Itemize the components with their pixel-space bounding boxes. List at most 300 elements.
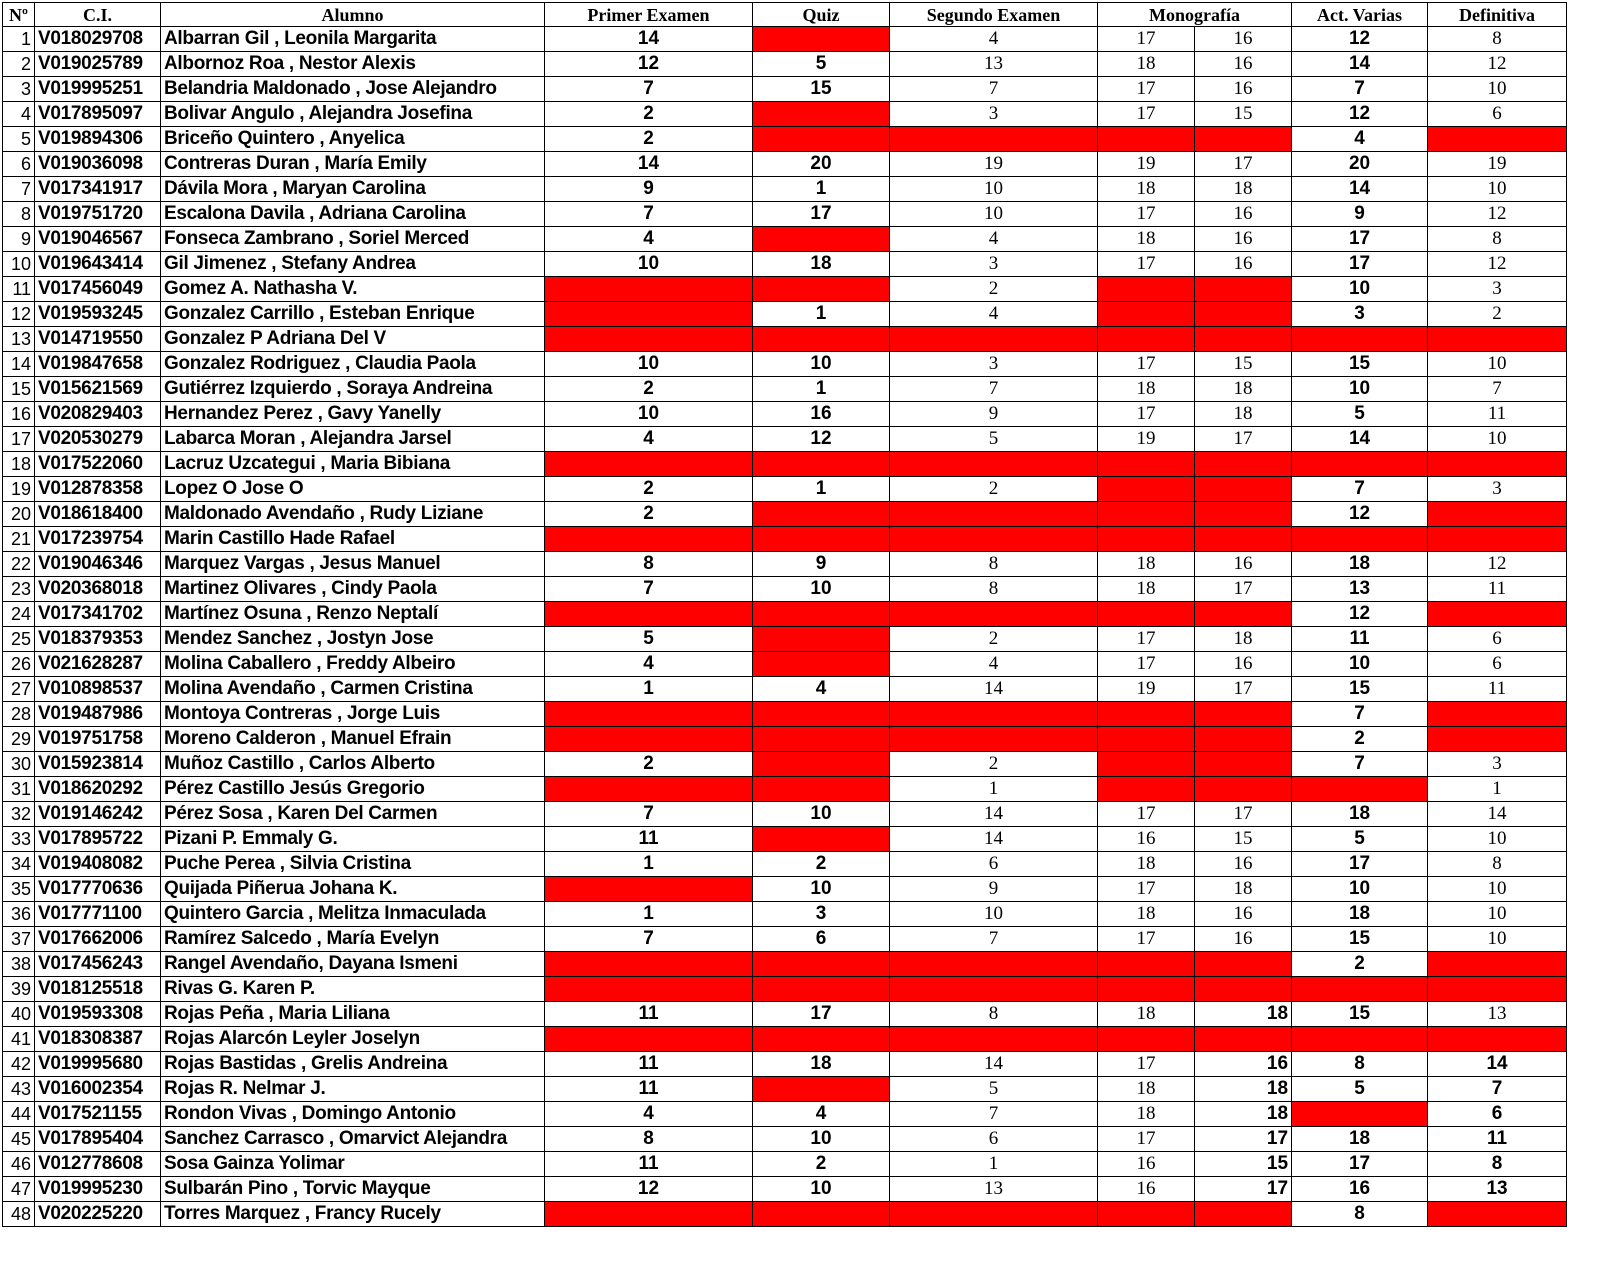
monografia-grade-2 <box>1195 727 1292 752</box>
student-name: Martinez Olivares , Cindy Paola <box>161 577 545 602</box>
ci-cell: V015923814 <box>35 752 161 777</box>
exam2-grade: 19 <box>890 152 1098 177</box>
row-number: 24 <box>3 602 35 627</box>
ci-cell: V019995230 <box>35 1177 161 1202</box>
header-monografia: Monografía <box>1098 3 1292 27</box>
ci-cell: V012878358 <box>35 477 161 502</box>
definitiva-grade: 6 <box>1428 102 1567 127</box>
definitiva-grade: 11 <box>1428 577 1567 602</box>
table-row <box>3 977 1567 1002</box>
row-number: 5 <box>3 127 35 152</box>
ci-cell: V019894306 <box>35 127 161 152</box>
exam1-grade: 2 <box>545 752 753 777</box>
exam1-grade: 7 <box>545 77 753 102</box>
exam1-grade <box>545 702 753 727</box>
student-name: Rangel Avendaño, Dayana Ismeni <box>161 952 545 977</box>
definitiva-grade: 14 <box>1428 1052 1567 1077</box>
student-name: Escalona Davila , Adriana Carolina <box>161 202 545 227</box>
exam1-grade <box>545 777 753 802</box>
table-row <box>3 677 1567 702</box>
student-name: Marquez Vargas , Jesus Manuel <box>161 552 545 577</box>
act-varias-grade: 13 <box>1292 577 1428 602</box>
exam1-grade: 4 <box>545 227 753 252</box>
table-row <box>3 1152 1567 1177</box>
act-varias-grade: 16 <box>1292 1177 1428 1202</box>
exam1-grade: 7 <box>545 577 753 602</box>
table-row <box>3 752 1567 777</box>
ci-cell: V017456243 <box>35 952 161 977</box>
student-name: Molina Caballero , Freddy Albeiro <box>161 652 545 677</box>
row-number: 20 <box>3 502 35 527</box>
monografia-grade-2: 17 <box>1195 577 1292 602</box>
definitiva-grade: 10 <box>1428 177 1567 202</box>
monografia-grade-1: 19 <box>1098 677 1195 702</box>
student-name: Torres Marquez , Francy Rucely <box>161 1202 545 1227</box>
row-number: 9 <box>3 227 35 252</box>
ci-cell: V017895722 <box>35 827 161 852</box>
ci-cell: V017239754 <box>35 527 161 552</box>
exam1-grade: 10 <box>545 402 753 427</box>
ci-cell: V019036098 <box>35 152 161 177</box>
quiz-grade: 3 <box>753 902 890 927</box>
quiz-grade <box>753 727 890 752</box>
monografia-grade-1: 17 <box>1098 77 1195 102</box>
monografia-grade-1 <box>1098 127 1195 152</box>
exam2-grade <box>890 727 1098 752</box>
act-varias-grade: 20 <box>1292 152 1428 177</box>
monografia-grade-2: 15 <box>1195 102 1292 127</box>
act-varias-grade: 18 <box>1292 802 1428 827</box>
exam2-grade: 9 <box>890 877 1098 902</box>
act-varias-grade: 4 <box>1292 127 1428 152</box>
exam2-grade <box>890 502 1098 527</box>
definitiva-grade: 12 <box>1428 52 1567 77</box>
student-name: Rojas R. Nelmar J. <box>161 1077 545 1102</box>
student-name: Albarran Gil , Leonila Margarita <box>161 27 545 52</box>
ci-cell: V017521155 <box>35 1102 161 1127</box>
monografia-grade-1: 17 <box>1098 802 1195 827</box>
act-varias-grade: 2 <box>1292 727 1428 752</box>
act-varias-grade <box>1292 777 1428 802</box>
definitiva-grade: 2 <box>1428 302 1567 327</box>
header-definitiva: Definitiva <box>1428 3 1567 27</box>
quiz-grade <box>753 777 890 802</box>
act-varias-grade <box>1292 1102 1428 1127</box>
quiz-grade <box>753 752 890 777</box>
quiz-grade: 18 <box>753 1052 890 1077</box>
table-row <box>3 852 1567 877</box>
monografia-grade-1: 18 <box>1098 552 1195 577</box>
act-varias-grade: 5 <box>1292 827 1428 852</box>
definitiva-grade <box>1428 952 1567 977</box>
table-row <box>3 202 1567 227</box>
definitiva-grade <box>1428 1027 1567 1052</box>
monografia-grade-2: 18 <box>1195 877 1292 902</box>
row-number: 48 <box>3 1202 35 1227</box>
quiz-grade: 10 <box>753 877 890 902</box>
student-name: Rojas Alarcón Leyler Joselyn <box>161 1027 545 1052</box>
quiz-grade: 5 <box>753 52 890 77</box>
quiz-grade <box>753 977 890 1002</box>
exam2-grade: 7 <box>890 77 1098 102</box>
monografia-grade-2: 18 <box>1195 1102 1292 1127</box>
quiz-grade <box>753 27 890 52</box>
student-name: Bolivar Angulo , Alejandra Josefina <box>161 102 545 127</box>
table-row <box>3 52 1567 77</box>
table-row <box>3 552 1567 577</box>
monografia-grade-2 <box>1195 477 1292 502</box>
table-row <box>3 77 1567 102</box>
monografia-grade-2: 15 <box>1195 1152 1292 1177</box>
monografia-grade-1 <box>1098 702 1195 727</box>
monografia-grade-1: 17 <box>1098 27 1195 52</box>
definitiva-grade: 19 <box>1428 152 1567 177</box>
exam2-grade: 3 <box>890 102 1098 127</box>
table-row <box>3 252 1567 277</box>
ci-cell: V019593245 <box>35 302 161 327</box>
row-number: 43 <box>3 1077 35 1102</box>
definitiva-grade <box>1428 602 1567 627</box>
monografia-grade-1: 17 <box>1098 927 1195 952</box>
monografia-grade-1: 17 <box>1098 102 1195 127</box>
ci-cell: V017522060 <box>35 452 161 477</box>
monografia-grade-2: 16 <box>1195 927 1292 952</box>
ci-cell: V019593308 <box>35 1002 161 1027</box>
exam1-grade: 14 <box>545 27 753 52</box>
student-name: Marin Castillo Hade Rafael <box>161 527 545 552</box>
definitiva-grade <box>1428 727 1567 752</box>
definitiva-grade: 8 <box>1428 27 1567 52</box>
ci-cell: V017895404 <box>35 1127 161 1152</box>
row-number: 8 <box>3 202 35 227</box>
table-row <box>3 1027 1567 1052</box>
definitiva-grade: 10 <box>1428 902 1567 927</box>
act-varias-grade: 14 <box>1292 177 1428 202</box>
row-number: 18 <box>3 452 35 477</box>
definitiva-grade: 11 <box>1428 677 1567 702</box>
table-row <box>3 177 1567 202</box>
act-varias-grade: 17 <box>1292 1152 1428 1177</box>
definitiva-grade <box>1428 527 1567 552</box>
exam2-grade: 10 <box>890 902 1098 927</box>
act-varias-grade: 18 <box>1292 1127 1428 1152</box>
monografia-grade-1 <box>1098 977 1195 1002</box>
monografia-grade-2: 16 <box>1195 27 1292 52</box>
quiz-grade: 2 <box>753 1152 890 1177</box>
table-row <box>3 327 1567 352</box>
student-name: Quintero Garcia , Melitza Inmaculada <box>161 902 545 927</box>
exam2-grade: 14 <box>890 827 1098 852</box>
definitiva-grade: 13 <box>1428 1177 1567 1202</box>
row-number: 4 <box>3 102 35 127</box>
quiz-grade: 17 <box>753 202 890 227</box>
student-name: Maldonado Avendaño , Rudy Liziane <box>161 502 545 527</box>
table-row <box>3 352 1567 377</box>
student-name: Sanchez Carrasco , Omarvict Alejandra <box>161 1127 545 1152</box>
definitiva-grade <box>1428 977 1567 1002</box>
exam1-grade: 2 <box>545 502 753 527</box>
ci-cell: V017662006 <box>35 927 161 952</box>
ci-cell: V019146242 <box>35 802 161 827</box>
act-varias-grade: 14 <box>1292 52 1428 77</box>
exam1-grade: 1 <box>545 902 753 927</box>
monografia-grade-2 <box>1195 527 1292 552</box>
student-name: Sulbarán Pino , Torvic Mayque <box>161 1177 545 1202</box>
row-number: 30 <box>3 752 35 777</box>
monografia-grade-1: 18 <box>1098 1102 1195 1127</box>
row-number: 11 <box>3 277 35 302</box>
ci-cell: V014719550 <box>35 327 161 352</box>
student-name: Molina Avendaño , Carmen Cristina <box>161 677 545 702</box>
monografia-grade-2: 17 <box>1195 677 1292 702</box>
ci-cell: V018308387 <box>35 1027 161 1052</box>
table-row <box>3 1127 1567 1152</box>
table-row <box>3 1077 1567 1102</box>
row-number: 40 <box>3 1002 35 1027</box>
ci-cell: V019046346 <box>35 552 161 577</box>
ci-cell: V019025789 <box>35 52 161 77</box>
table-row <box>3 477 1567 502</box>
row-number: 38 <box>3 952 35 977</box>
table-row <box>3 652 1567 677</box>
monografia-grade-1: 18 <box>1098 227 1195 252</box>
student-name: Belandria Maldonado , Jose Alejandro <box>161 77 545 102</box>
student-name: Sosa Gainza Yolimar <box>161 1152 545 1177</box>
monografia-grade-1 <box>1098 452 1195 477</box>
student-name: Gonzalez P Adriana Del V <box>161 327 545 352</box>
definitiva-grade: 6 <box>1428 652 1567 677</box>
student-name: Gonzalez Rodriguez , Claudia Paola <box>161 352 545 377</box>
student-name: Gonzalez Carrillo , Esteban Enrique <box>161 302 545 327</box>
quiz-grade: 4 <box>753 677 890 702</box>
student-name: Moreno Calderon , Manuel Efrain <box>161 727 545 752</box>
exam2-grade: 3 <box>890 252 1098 277</box>
act-varias-grade: 2 <box>1292 952 1428 977</box>
act-varias-grade: 10 <box>1292 652 1428 677</box>
table-row <box>3 402 1567 427</box>
definitiva-grade: 3 <box>1428 477 1567 502</box>
ci-cell: V018620292 <box>35 777 161 802</box>
definitiva-grade <box>1428 702 1567 727</box>
quiz-grade: 10 <box>753 352 890 377</box>
quiz-grade: 20 <box>753 152 890 177</box>
monografia-grade-2 <box>1195 302 1292 327</box>
exam2-grade: 14 <box>890 1052 1098 1077</box>
exam2-grade: 5 <box>890 427 1098 452</box>
quiz-grade <box>753 827 890 852</box>
monografia-grade-2: 18 <box>1195 377 1292 402</box>
ci-cell: V018125518 <box>35 977 161 1002</box>
exam2-grade: 8 <box>890 577 1098 602</box>
definitiva-grade: 11 <box>1428 402 1567 427</box>
row-number: 37 <box>3 927 35 952</box>
monografia-grade-1 <box>1098 777 1195 802</box>
student-name: Montoya Contreras , Jorge Luis <box>161 702 545 727</box>
exam1-grade: 10 <box>545 352 753 377</box>
exam2-grade <box>890 127 1098 152</box>
student-name: Rojas Bastidas , Grelis Andreina <box>161 1052 545 1077</box>
definitiva-grade: 11 <box>1428 1127 1567 1152</box>
definitiva-grade: 14 <box>1428 802 1567 827</box>
quiz-grade: 18 <box>753 252 890 277</box>
act-varias-grade: 12 <box>1292 27 1428 52</box>
monografia-grade-2: 17 <box>1195 802 1292 827</box>
quiz-grade: 6 <box>753 927 890 952</box>
monografia-grade-2: 18 <box>1195 177 1292 202</box>
student-name: Ramírez Salcedo , María Evelyn <box>161 927 545 952</box>
student-name: Pizani P. Emmaly G. <box>161 827 545 852</box>
monografia-grade-1: 17 <box>1098 402 1195 427</box>
student-name: Muñoz Castillo , Carlos Alberto <box>161 752 545 777</box>
row-number: 27 <box>3 677 35 702</box>
quiz-grade: 12 <box>753 427 890 452</box>
ci-cell: V017771100 <box>35 902 161 927</box>
quiz-grade: 10 <box>753 577 890 602</box>
grades-table <box>2 2 1567 1227</box>
ci-cell: V017770636 <box>35 877 161 902</box>
monografia-grade-1 <box>1098 727 1195 752</box>
definitiva-grade: 6 <box>1428 627 1567 652</box>
exam1-grade: 1 <box>545 677 753 702</box>
quiz-grade: 2 <box>753 852 890 877</box>
student-name: Pérez Sosa , Karen Del Carmen <box>161 802 545 827</box>
student-name: Contreras Duran , María Emily <box>161 152 545 177</box>
definitiva-grade: 12 <box>1428 552 1567 577</box>
exam2-grade: 2 <box>890 752 1098 777</box>
act-varias-grade: 10 <box>1292 877 1428 902</box>
row-number: 14 <box>3 352 35 377</box>
grades-body <box>3 27 1567 1227</box>
exam1-grade: 11 <box>545 1077 753 1102</box>
act-varias-grade: 5 <box>1292 402 1428 427</box>
student-name: Labarca Moran , Alejandra Jarsel <box>161 427 545 452</box>
row-number: 10 <box>3 252 35 277</box>
monografia-grade-1: 18 <box>1098 577 1195 602</box>
student-name: Lopez O Jose O <box>161 477 545 502</box>
act-varias-grade: 7 <box>1292 77 1428 102</box>
exam2-grade <box>890 452 1098 477</box>
quiz-grade: 1 <box>753 377 890 402</box>
ci-cell: V015621569 <box>35 377 161 402</box>
monografia-grade-1 <box>1098 602 1195 627</box>
monografia-grade-1: 17 <box>1098 202 1195 227</box>
monografia-grade-2 <box>1195 777 1292 802</box>
exam2-grade <box>890 977 1098 1002</box>
exam1-grade: 9 <box>545 177 753 202</box>
act-varias-grade: 7 <box>1292 752 1428 777</box>
row-number: 36 <box>3 902 35 927</box>
student-name: Lacruz Uzcategui , Maria Bibiana <box>161 452 545 477</box>
quiz-grade <box>753 1077 890 1102</box>
exam2-grade: 3 <box>890 352 1098 377</box>
act-varias-grade: 7 <box>1292 702 1428 727</box>
definitiva-grade: 1 <box>1428 777 1567 802</box>
exam2-grade <box>890 602 1098 627</box>
row-number: 44 <box>3 1102 35 1127</box>
quiz-grade <box>753 652 890 677</box>
monografia-grade-2: 15 <box>1195 352 1292 377</box>
monografia-grade-1: 17 <box>1098 652 1195 677</box>
student-name: Rojas Peña , Maria Liliana <box>161 1002 545 1027</box>
table-row <box>3 152 1567 177</box>
exam1-grade: 7 <box>545 927 753 952</box>
act-varias-grade: 18 <box>1292 902 1428 927</box>
monografia-grade-1: 19 <box>1098 152 1195 177</box>
act-varias-grade: 17 <box>1292 852 1428 877</box>
monografia-grade-2: 17 <box>1195 1127 1292 1152</box>
row-number: 33 <box>3 827 35 852</box>
act-varias-grade: 11 <box>1292 627 1428 652</box>
table-row <box>3 877 1567 902</box>
ci-cell: V020225220 <box>35 1202 161 1227</box>
row-number: 13 <box>3 327 35 352</box>
header-exam2: Segundo Examen <box>890 3 1098 27</box>
ci-cell: V019995680 <box>35 1052 161 1077</box>
quiz-grade: 1 <box>753 177 890 202</box>
monografia-grade-1 <box>1098 277 1195 302</box>
exam2-grade: 7 <box>890 377 1098 402</box>
ci-cell: V017895097 <box>35 102 161 127</box>
row-number: 32 <box>3 802 35 827</box>
exam1-grade <box>545 877 753 902</box>
monografia-grade-2 <box>1195 1202 1292 1227</box>
table-row <box>3 777 1567 802</box>
exam1-grade: 12 <box>545 1177 753 1202</box>
exam1-grade <box>545 1202 753 1227</box>
row-number: 42 <box>3 1052 35 1077</box>
ci-cell: V019847658 <box>35 352 161 377</box>
student-name: Dávila Mora , Maryan Carolina <box>161 177 545 202</box>
quiz-grade: 17 <box>753 1002 890 1027</box>
table-row <box>3 577 1567 602</box>
exam2-grade <box>890 702 1098 727</box>
exam2-grade: 6 <box>890 852 1098 877</box>
monografia-grade-2 <box>1195 977 1292 1002</box>
student-name: Gil Jimenez , Stefany Andrea <box>161 252 545 277</box>
ci-cell: V019408082 <box>35 852 161 877</box>
ci-cell: V010898537 <box>35 677 161 702</box>
row-number: 39 <box>3 977 35 1002</box>
header-ci: C.I. <box>35 3 161 27</box>
row-number: 47 <box>3 1177 35 1202</box>
exam1-grade: 4 <box>545 427 753 452</box>
exam2-grade: 4 <box>890 227 1098 252</box>
student-name: Gomez A. Nathasha V. <box>161 277 545 302</box>
exam1-grade: 7 <box>545 202 753 227</box>
quiz-grade: 1 <box>753 477 890 502</box>
header-num: Nº <box>3 3 35 27</box>
exam2-grade: 4 <box>890 652 1098 677</box>
quiz-grade: 1 <box>753 302 890 327</box>
monografia-grade-2: 18 <box>1195 627 1292 652</box>
table-row <box>3 1202 1567 1227</box>
monografia-grade-1 <box>1098 477 1195 502</box>
act-varias-grade: 12 <box>1292 102 1428 127</box>
monografia-grade-2: 18 <box>1195 1002 1292 1027</box>
monografia-grade-1: 16 <box>1098 1152 1195 1177</box>
student-name: Mendez Sanchez , Jostyn Jose <box>161 627 545 652</box>
monografia-grade-2: 15 <box>1195 827 1292 852</box>
header-quiz: Quiz <box>753 3 890 27</box>
monografia-grade-1: 17 <box>1098 352 1195 377</box>
act-varias-grade: 8 <box>1292 1202 1428 1227</box>
definitiva-grade: 3 <box>1428 277 1567 302</box>
quiz-grade <box>753 127 890 152</box>
act-varias-grade <box>1292 977 1428 1002</box>
student-name: Albornoz Roa , Nestor Alexis <box>161 52 545 77</box>
exam2-grade: 7 <box>890 927 1098 952</box>
exam1-grade <box>545 1027 753 1052</box>
